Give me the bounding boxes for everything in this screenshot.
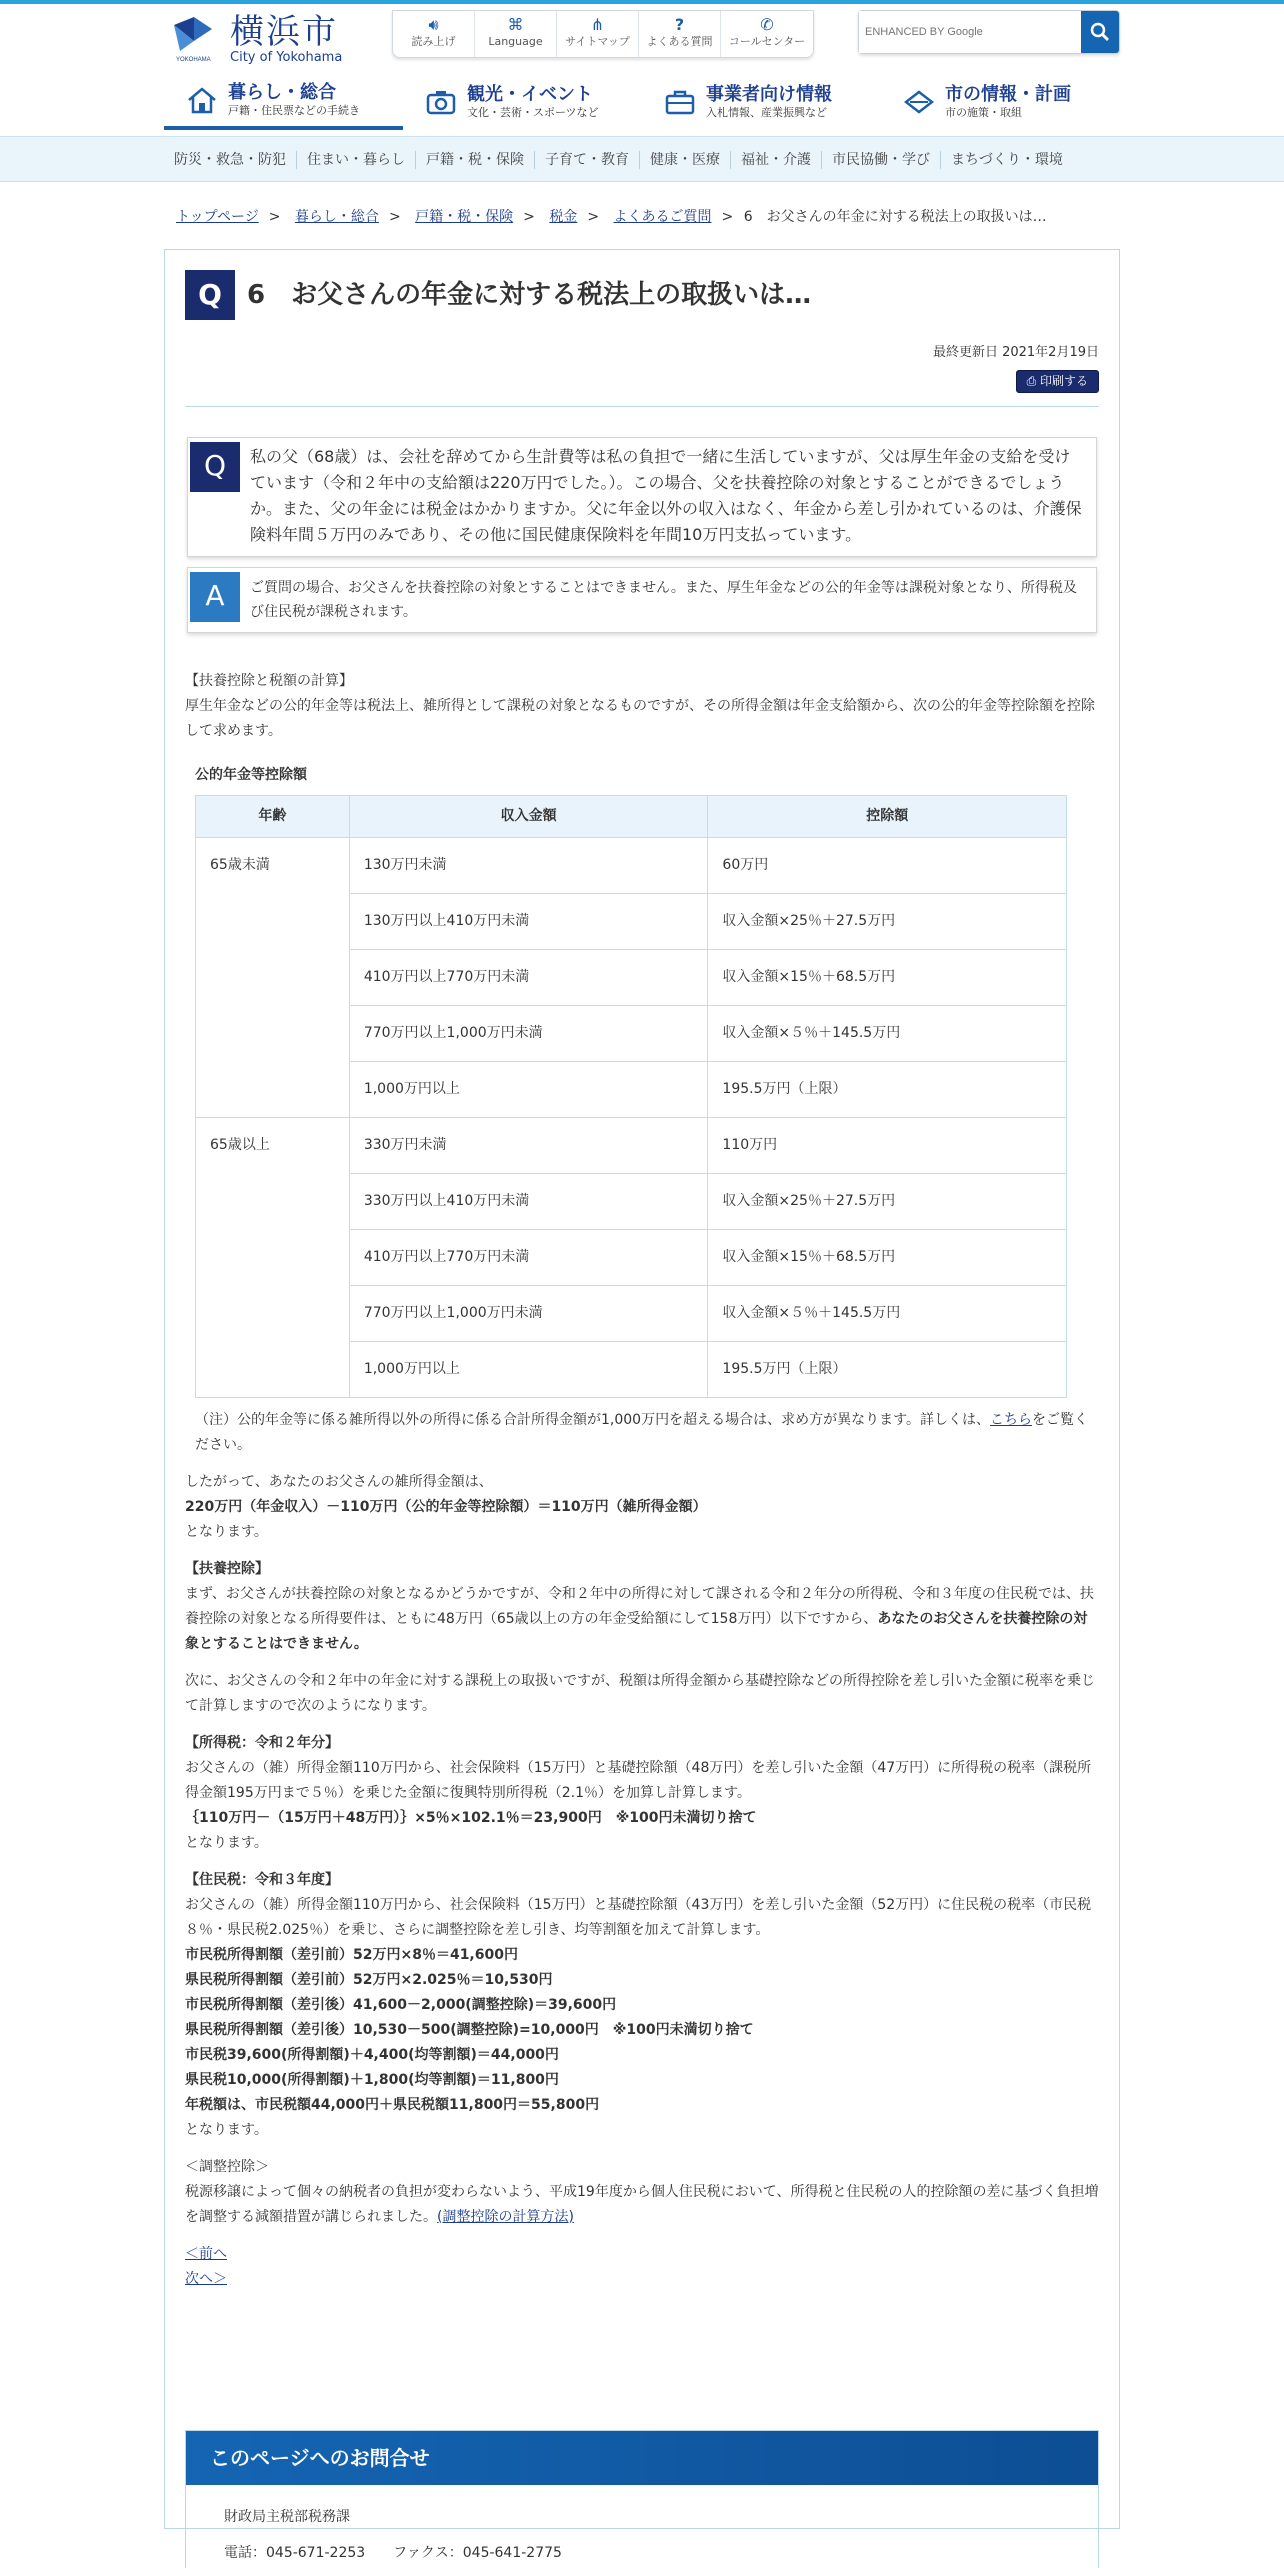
jumin-line: 市民税所得割額（差引前）52万円×8％＝41,600円	[185, 1946, 518, 1963]
page-title: 6 お父さんの年金に対する税法上の取扱いは…	[247, 279, 812, 310]
question-mark-badge: Q	[185, 270, 235, 320]
jumin-line: 県民税所得割額（差引後）10,530－500(調整控除)=10,000円 ※100円未満切り捨て	[185, 2021, 754, 2038]
gnav-city-info[interactable]: 市の情報・計画 市の施策・取組	[881, 74, 1120, 130]
jumin-line: 年税額は、市民税額44,000円＋県民税額11,800円＝55,800円	[185, 2096, 600, 2113]
global-nav	[164, 74, 1120, 130]
table-row: 410万円以上770万円未満 収入金額×15％＋68.5万円	[196, 1229, 1067, 1285]
table-caption: 公的年金等控除額	[195, 766, 307, 783]
utility-menu	[392, 10, 814, 58]
search-button[interactable]	[1081, 11, 1119, 53]
pager	[185, 2242, 1099, 2292]
jumin-line: 県民税10,000(所得割額)＋1,800(均等割額)＝11,800円	[185, 2071, 559, 2088]
answer-text: ご質問の場合、お父さんを扶養控除の対象とすることはできません。また、厚生年金などの公的年金等は課税対象となり、所得税及び住民税が課税されます。	[250, 579, 1077, 620]
jumin-body: お父さんの（雑）所得金額110万円から、社会保険料（15万円）と基礎控除額（43万円）を差し引いた金額（52万円）に住民税の税率（市民税８％・県民税2.025％）を乗じ、さらに調整控除を差し引き、均等割額を加えて計算します。	[185, 1896, 1092, 1938]
subnav-item-disaster[interactable]: 防災・救急・防犯	[164, 151, 297, 169]
note-link[interactable]: こちら	[989, 1411, 1032, 1428]
next-text: 次に、お父さんの令和２年中の年金に対する課税上の取扱いですが、税額は所得金額から基礎控除などの所得控除を差し引いた金額に税率を乗じて計算しますので次のようになります。	[185, 1672, 1095, 1714]
printer-icon: ⎙	[1026, 373, 1040, 388]
breadcrumb-living[interactable]: 暮らし・総合	[294, 209, 379, 225]
table-row: 1,000万円以上 195.5万円（上限）	[196, 1061, 1067, 1117]
table-row: 65歳未満 130万円未満 60万円	[196, 837, 1067, 893]
result-line-1: したがって、あなたのお父さんの雑所得金額は、	[185, 1473, 493, 1490]
shotoku-heading: 【所得税：令和２年分】	[185, 1734, 339, 1751]
house-icon	[186, 84, 218, 116]
calc-intro: 厚生年金などの公的年金等は税法上、雑所得として課税の対象となるものですが、その所得金額は年金支給額から、次の公的年金等控除額を控除して求めます。	[185, 697, 1095, 739]
table-note: （注）公的年金等に係る雑所得以外の所得に係る合計所得金額が1,000万円を超える場合は、求め方が異なります。詳しくは、こちらをご覧ください。	[195, 1411, 1088, 1453]
table-row: 130万円以上410万円未満 収入金額×25％＋27.5万円	[196, 893, 1067, 949]
prev-link[interactable]: ＜前へ	[185, 2245, 227, 2262]
age-cell: 65歳未満	[196, 837, 350, 1117]
breadcrumb: トップページ > 暮らし・総合 > 戸籍・税・保険 > 税金 > よくあるご質問 > 6 お父さんの年金に対する税法上の取扱いは…	[176, 209, 1047, 225]
util-sitemap[interactable]: ⋔ サイトマップ	[557, 11, 639, 57]
search-icon	[1090, 22, 1110, 42]
fuyou-body: まず、お父さんが扶養控除の対象となるかどうかですが、令和２年中の所得に対して課される令和２年分の所得税、令和３年度の住民税では、扶養控除の対象となる所得要件は、ともに48万円（65歳以上の方の年金受給額にして158万円）以下ですから、あなたのお父さんを扶養控除の対象とすることはできません。	[185, 1585, 1094, 1652]
breadcrumb-top[interactable]: トップページ	[176, 209, 259, 225]
contact-box	[185, 2430, 1099, 2568]
logo-title: 横浜市	[230, 12, 338, 52]
question-icon: ?	[674, 15, 685, 34]
jumin-line: 県民税所得割額（差引前）52万円×2.025％＝10,530円	[185, 1971, 553, 1988]
th-deduction: 控除額	[708, 795, 1067, 837]
last-updated: 最終更新日 2021年2月19日	[932, 345, 1099, 361]
camera-icon	[425, 86, 457, 118]
question-text: 私の父（68歳）は、会社を辞めてから生計費等は私の負担で一緒に生活していますが、父は厚生年金の支給を受けています（令和２年中の支給額は220万円でした。）。この場合、父を扶養控除の対象とすることができるでしょうか。また、父の年金には税金はかかりますか。父に年金以外の収入はなく、年金から差し引かれているのは、介護保険料年間５万円のみであり、その他に国民健康保険料を年間10万円支払っています。	[250, 446, 1082, 544]
table-row: 410万円以上770万円未満 収入金額×15％＋68.5万円	[196, 949, 1067, 1005]
subnav-item-housing[interactable]: 住まい・暮らし	[297, 151, 416, 169]
sub-nav	[0, 136, 1284, 182]
table-row: 770万円以上1,000万円未満 収入金額×５％＋145.5万円	[196, 1005, 1067, 1061]
jumin-end: となります。	[185, 2121, 268, 2138]
subnav-item-welfare[interactable]: 福祉・介護	[731, 151, 822, 169]
th-age: 年齢	[196, 795, 350, 837]
chosei-link[interactable]: (調整控除の計算方法)	[437, 2208, 574, 2225]
speaker-icon: 🔊︎	[428, 15, 439, 34]
sitemap-icon: ⋔	[590, 15, 605, 34]
language-icon: ⌘	[507, 15, 524, 34]
contact-heading: このページへのお問合せ	[186, 2431, 1098, 2485]
svg-text:YOKOHAMA: YOKOHAMA	[176, 57, 211, 63]
breadcrumb-current: 6 お父さんの年金に対する税法上の取扱いは…	[743, 209, 1047, 225]
yokohama-emblem-icon	[172, 15, 214, 65]
divider	[185, 406, 1099, 407]
util-faq[interactable]: ? よくある質問	[639, 11, 721, 57]
logo-subtitle: City of Yokohama	[230, 50, 343, 65]
util-read-aloud[interactable]: 🔊︎ 読み上げ	[393, 11, 475, 57]
util-language[interactable]: ⌘ Language	[475, 11, 557, 57]
chosei-heading: ＜調整控除＞	[185, 2158, 269, 2175]
breadcrumb-tax-insurance[interactable]: 戸籍・税・保険	[415, 209, 514, 225]
subnav-item-health[interactable]: 健康・医療	[640, 151, 731, 169]
subnav-item-tax[interactable]: 戸籍・税・保険	[416, 151, 535, 169]
jumin-line: 市民税所得割額（差引後）41,600－2,000(調整控除)＝39,600円	[185, 1996, 617, 2013]
contact-phone: 電話：045-671-2253 ファクス：045-641-2775	[224, 2545, 562, 2562]
question-box	[187, 437, 1097, 557]
result-formula: 220万円（年金収入）－110万円（公的年金等控除額）＝110万円（雑所得金額）	[185, 1498, 707, 1515]
jumin-heading: 【住民税：令和３年度】	[185, 1871, 339, 1888]
briefcase-icon	[664, 86, 696, 118]
gnav-living[interactable]: 暮らし・総合 戸籍・住民票などの手続き	[164, 74, 403, 130]
subnav-item-civic[interactable]: 市民協働・学び	[822, 151, 941, 169]
jumin-line: 市民税39,600(所得割額)＋4,400(均等割額)＝44,000円	[185, 2046, 559, 2063]
search-input[interactable]	[859, 11, 1081, 53]
util-call-center[interactable]: ✆ コールセンター	[721, 11, 813, 57]
phone-icon: ✆	[760, 15, 774, 34]
diamond-icon	[903, 86, 935, 118]
subnav-item-city[interactable]: まちづくり・環境	[951, 152, 1063, 168]
site-search	[858, 10, 1120, 54]
print-button[interactable]: ⎙ 印刷する	[1016, 370, 1099, 394]
q-tag: Q	[190, 442, 240, 492]
a-tag: A	[190, 572, 240, 622]
shotoku-formula: ｛110万円－（15万円＋48万円）｝×5％×102.1％＝23,900円 ※100円未満切り捨て	[185, 1809, 757, 1826]
shotoku-body: お父さんの（雑）所得金額110万円から、社会保険料（15万円）と基礎控除額（48万円）を差し引いた金額（47万円）に所得税の税率（課税所得金額195万円まで５％）を乗じた金額に復興特別所得税（2.1％）を加算し計算します。	[185, 1759, 1092, 1801]
contact-dept: 財政局主税部税務課	[224, 2509, 350, 2526]
table-row: 770万円以上1,000万円未満 収入金額×５％＋145.5万円	[196, 1285, 1067, 1341]
th-income: 収入金額	[349, 795, 708, 837]
fuyou-heading: 【扶養控除】	[185, 1560, 269, 1577]
main-content	[164, 249, 1120, 2562]
pension-deduction-table	[195, 795, 1067, 1398]
chosei-body: 税源移譲によって個々の納税者の負担が変わらないよう、平成19年度から個人住民税において、所得税と住民税の人的控除額の差に基づく負担増を調整する減額措置が講じられました。(調整控除の計算方法)	[185, 2183, 1099, 2225]
site-logo[interactable]	[172, 14, 342, 66]
site-header	[164, 4, 1120, 74]
next-link[interactable]: 次へ＞	[185, 2270, 227, 2287]
breadcrumb-tax[interactable]: 税金	[549, 209, 578, 225]
gnav-tourism[interactable]: 観光・イベント 文化・芸術・スポーツなど	[403, 74, 642, 130]
table-row: 330万円以上410万円未満 収入金額×25％＋27.5万円	[196, 1173, 1067, 1229]
table-row: 1,000万円以上 195.5万円（上限）	[196, 1341, 1067, 1397]
calc-heading: 【扶養控除と税額の計算】	[185, 672, 353, 689]
subnav-item-education[interactable]: 子育て・教育	[535, 151, 640, 169]
table-row: 65歳以上 330万円未満 110万円	[196, 1117, 1067, 1173]
gnav-business[interactable]: 事業者向け情報 入札情報、産業振興など	[642, 74, 881, 130]
result-line-3: となります。	[185, 1523, 268, 1540]
shotoku-end: となります。	[185, 1834, 268, 1851]
answer-box	[187, 567, 1097, 633]
breadcrumb-faq[interactable]: よくあるご質問	[613, 209, 712, 225]
age-cell: 65歳以上	[196, 1117, 350, 1397]
